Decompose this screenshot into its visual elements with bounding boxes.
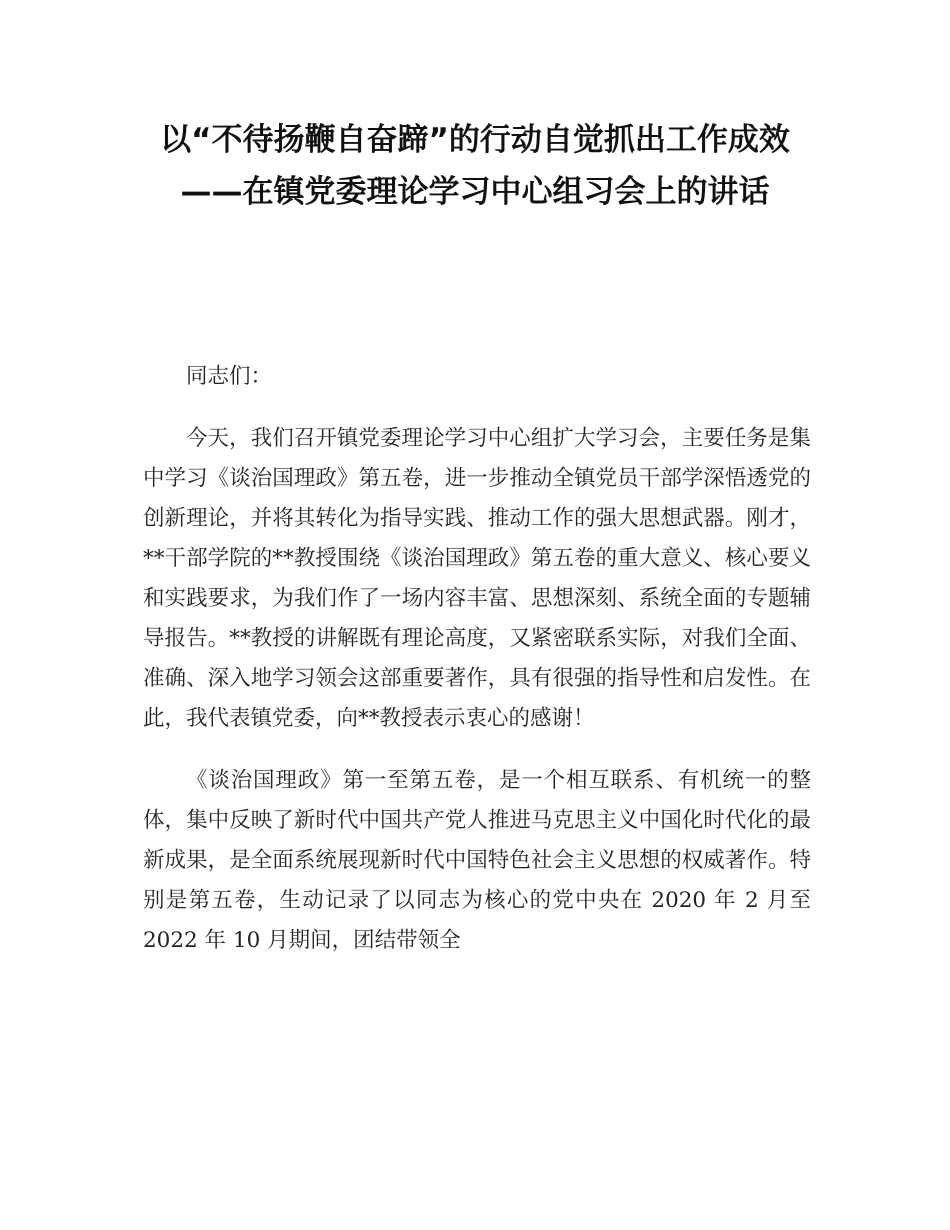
document-title: 以“不待扬鞭自奋蹄”的行动自觉抓出工作成效——在镇党委理论学习中心组习会上的讲话 xyxy=(160,122,790,210)
salutation: 同志们： xyxy=(186,364,273,389)
document-body xyxy=(143,357,811,983)
paragraph-1: 今天，我们召开镇党委理论学习中心组扩大学习会，主要任务是集中学习《谈治国理政》第五卷，进一步推动全镇党员干部学深悟透党的创新理论，并将其转化为指导实践、推动工作的强大思想武器。刚才，**干部学院的**教授围绕《谈治国理政》第五卷的重大意义、核心要义和实践要求，为我们作了一场内容丰富、思想深刻、系统全面的专题辅导报告。**教授的讲解既有理论高度，又紧密联系实际，对我们全面、准确、深入地学习领会这部重要著作，具有很强的指导性和启发性。在此，我代表镇党委，向**教授表示衷心的感谢！ xyxy=(143,426,811,731)
paragraph-2: 《谈治国理政》第一至第五卷，是一个相互联系、有机统一的整体，集中反映了新时代中国共产党人推进马克思主义中国化时代化的最新成果，是全面系统展现新时代中国特色社会主义思想的权威著作。特别是第五卷，生动记录了以同志为核心的党中央在 2020 年 2 月至 2022 年 10 月期间，团结带领全 xyxy=(143,768,811,953)
